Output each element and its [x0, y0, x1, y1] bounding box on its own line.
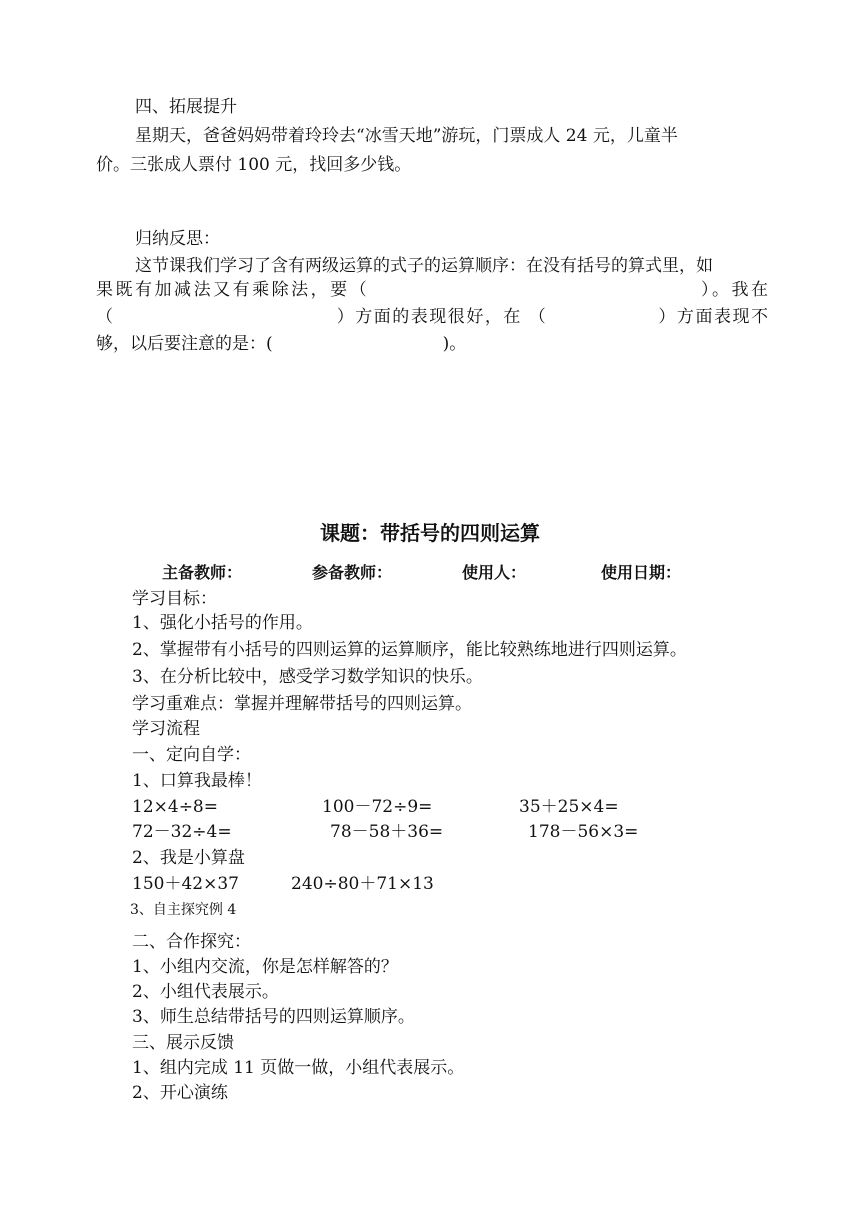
oral-expression: 100－72÷9=: [322, 797, 433, 817]
user-label: 使用人：: [462, 563, 527, 582]
explore-example: 3、自主探究例 4: [130, 902, 237, 918]
reflection-heading: 归纳反思：: [135, 229, 220, 249]
reflection-line-2: 果既有加减法又有乘除法，要（ ）。我在: [96, 280, 768, 300]
feedback-item: 1、组内完成 11 页做一做，小组代表展示。: [132, 1058, 465, 1078]
oral-heading: 1、口算我最棒！: [132, 771, 262, 791]
coop-heading: 二、合作探究：: [132, 932, 251, 952]
oral-expression: 78－58＋36=: [330, 822, 444, 842]
reflection-line-4: 够，以后要注意的是：( )。: [96, 334, 467, 354]
coop-item: 1、小组内交流，你是怎样解答的？: [132, 957, 398, 977]
oral-expression: 35＋25×4=: [519, 797, 619, 817]
process-heading: 学习流程: [132, 719, 200, 739]
feedback-heading: 三、展示反馈: [132, 1033, 234, 1053]
calc-expression: 240÷80＋71×13: [291, 874, 434, 894]
lesson-title: 课题：带括号的四则运算: [320, 521, 540, 545]
reflection-line-1: 这节课我们学习了含有两级运算的式子的运算顺序：在没有括号的算式里，如: [135, 256, 713, 276]
calc-expression: 150＋42×37: [132, 874, 239, 894]
key-points: 学习重难点：掌握并理解带括号的四则运算。: [132, 694, 472, 714]
problem-line-2: 价。三张成人票付 100 元，找回多少钱。: [96, 155, 412, 175]
coop-item: 2、小组代表展示。: [132, 982, 279, 1002]
section4-heading: 四、拓展提升: [135, 97, 237, 117]
coop-item: 3、师生总结带括号的四则运算顺序。: [132, 1007, 415, 1027]
feedback-item: 2、开心演练: [132, 1083, 228, 1103]
goal-item: 1、强化小括号的作用。: [132, 613, 313, 633]
assist-teacher-label: 参备教师：: [312, 563, 393, 582]
oral-expression: 178－56×3=: [528, 822, 639, 842]
oral-expression: 12×4÷8=: [132, 797, 218, 817]
self-study-heading: 一、定向自学：: [132, 745, 251, 765]
goals-heading: 学习目标：: [132, 589, 217, 609]
reflection-line-3: （ ）方面的表现很好，在 （ ）方面表现不: [96, 307, 768, 327]
problem-line-1: 星期天，爸爸妈妈带着玲玲去“冰雪天地”游玩，门票成人 24 元，儿童半: [135, 126, 678, 146]
date-label: 使用日期：: [601, 563, 682, 582]
goal-item: 2、掌握带有小括号的四则运算的运算顺序，能比较熟练地进行四则运算。: [132, 640, 687, 660]
lead-teacher-label: 主备教师：: [162, 563, 243, 582]
oral-expression: 72－32÷4=: [132, 822, 232, 842]
goal-item: 3、在分析比较中，感受学习数学知识的快乐。: [132, 667, 483, 687]
calc-heading: 2、我是小算盘: [132, 848, 245, 868]
